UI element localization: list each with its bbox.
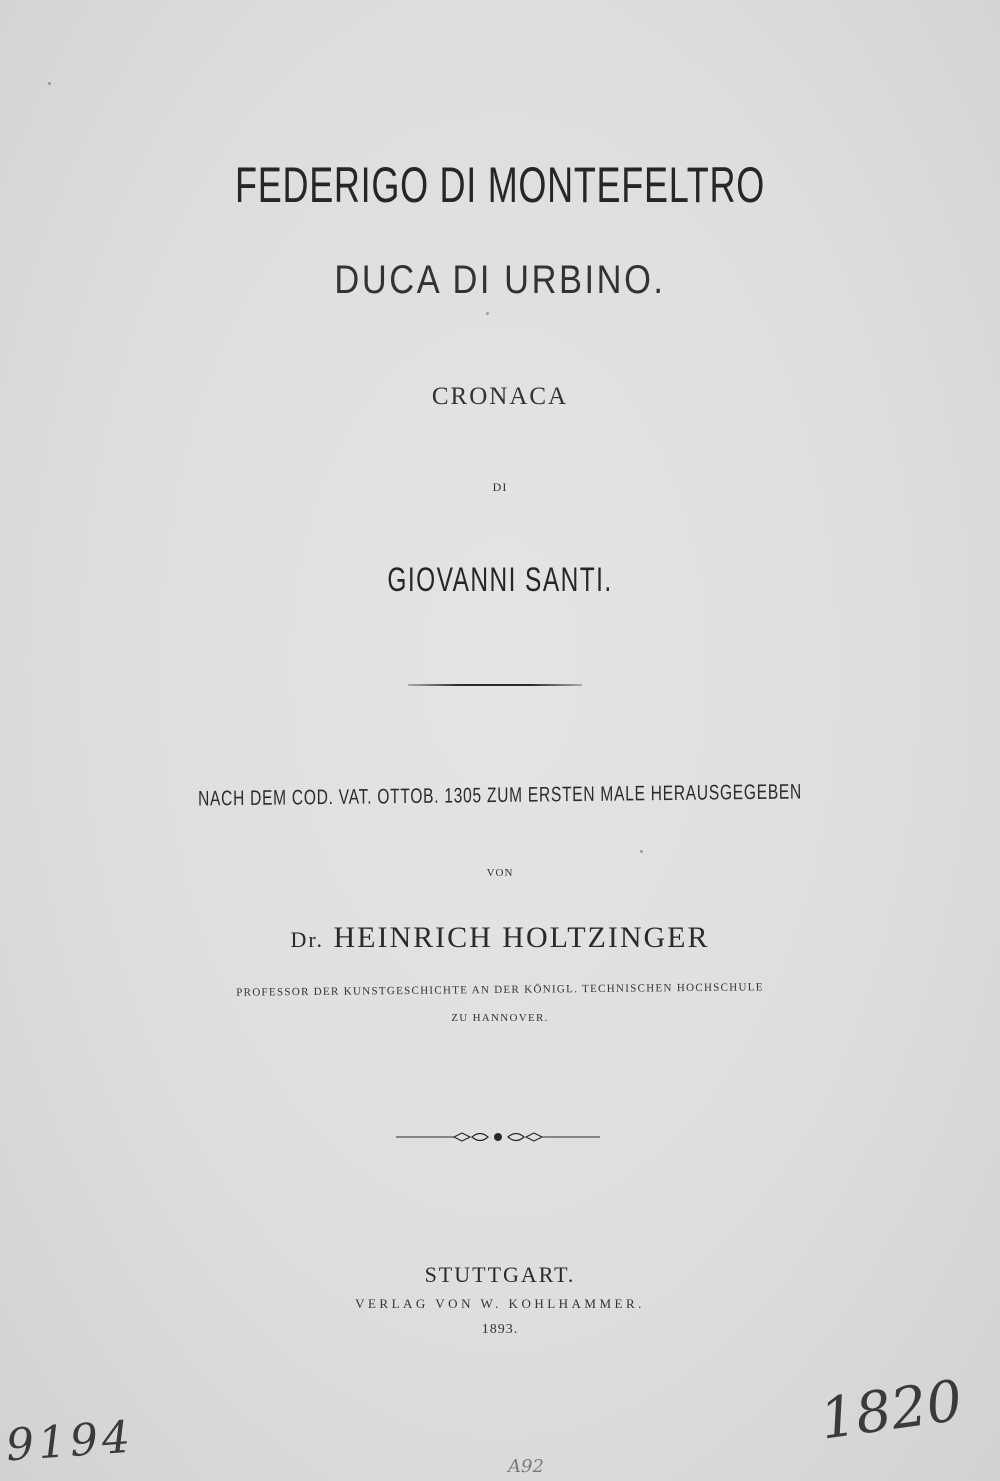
- publication-year: 1893.: [481, 1322, 519, 1337]
- divider-rule: [408, 684, 582, 686]
- editor-name: HEINRICH HOLTZINGER: [333, 921, 710, 954]
- editor-title: Dr.: [290, 927, 324, 952]
- paper-speck: [486, 312, 489, 315]
- editor-affiliation: PROFESSOR DER KUNSTGESCHICHTE AN DER KÖNIGL. TECHNISCHEN HOCHSCHULE: [236, 981, 764, 999]
- author-name: GIOVANNI SANTI.: [387, 561, 613, 599]
- editor-affiliation-city: ZU HANNOVER.: [451, 1012, 549, 1024]
- genre-label: CRONACA: [431, 383, 569, 410]
- handwritten-shelfmark: 9194: [4, 1411, 136, 1472]
- book-subtitle: DUCA DI URBINO.: [334, 258, 666, 302]
- editor-line: [0, 921, 1000, 955]
- von-label: VON: [486, 867, 514, 879]
- faint-pencil-mark: A92: [508, 1456, 544, 1477]
- book-title: FEDERIGO DI MONTEFELTRO: [235, 157, 765, 213]
- paper-speck: [640, 850, 643, 853]
- publisher: VERLAG VON W. KOHLHAMMER.: [355, 1296, 645, 1311]
- publication-city: STUTTGART.: [424, 1262, 576, 1287]
- ornament-divider: [396, 1126, 600, 1148]
- paper-speck: [48, 82, 51, 85]
- by-label: DI: [492, 480, 508, 494]
- handwritten-number: 1820: [816, 1368, 967, 1453]
- edition-note: NACH DEM COD. VAT. OTTOB. 1305 ZUM ERSTEN MALE HERAUSGEGEBEN: [197, 780, 803, 811]
